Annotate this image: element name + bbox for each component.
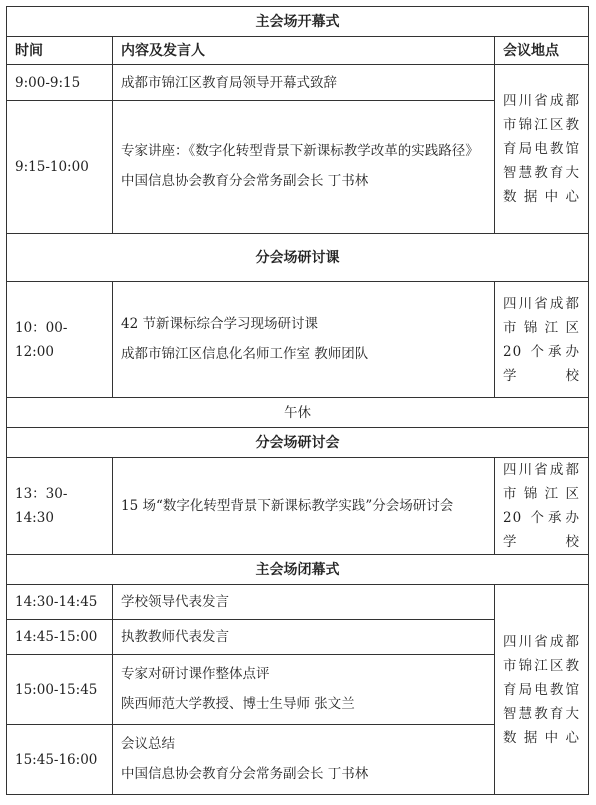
content-line: 专家对研讨课作整体点评 [121, 665, 270, 682]
content-cell [113, 101, 495, 234]
content-line: 中国信息协会教育分会常务副会长 丁书林 [121, 173, 369, 189]
time-cell: 14:45-15:00 [7, 620, 113, 655]
content-line: 会议总结 [121, 735, 175, 752]
content-cell: 学校领导代表发言 [113, 585, 495, 620]
time-cell: 9:00-9:15 [7, 65, 113, 101]
location-cell-opening: 四川省成都市锦江区教育局电教馆智慧教育大数据中心 [495, 65, 589, 234]
section-title-class: 分会场研讨课 [7, 234, 589, 282]
content-line: 陕西师范大学教授、博士生导师 张文兰 [121, 695, 355, 712]
section-title-closing: 主会场闭幕式 [7, 555, 589, 585]
header-row [7, 37, 589, 65]
content-cell [113, 655, 495, 725]
content-cell: 15 场“数字化转型背景下新课标教学实践”分会场研讨会 [113, 458, 495, 555]
location-cell-seminar: 四川省成都市锦江区 20 个承办学校 [495, 458, 589, 555]
header-location: 会议地点 [495, 37, 589, 65]
table-row [7, 65, 589, 101]
time-cell: 14:30-14:45 [7, 585, 113, 620]
header-content: 内容及发言人 [113, 37, 495, 65]
location-cell-class: 四川省成都市锦江区 20 个承办学校 [495, 282, 589, 398]
lunch-break: 午休 [7, 398, 589, 428]
section-row-class [7, 234, 589, 282]
content-line: 中国信息协会教育分会常务副会长 丁书林 [121, 765, 369, 782]
section-title-seminar: 分会场研讨会 [7, 428, 589, 458]
table-row [7, 282, 589, 398]
table-row [7, 458, 589, 555]
time-cell: 13：30-14:30 [7, 458, 113, 555]
section-title-opening: 主会场开幕式 [7, 7, 589, 37]
location-cell-closing: 四川省成都市锦江区教育局电教馆智慧教育大数据中心 [495, 585, 589, 795]
content-cell [113, 282, 495, 398]
section-row-lunch [7, 398, 589, 428]
time-cell: 9:15-10:00 [7, 101, 113, 234]
content-line: 成都市锦江区信息化名师工作室 教师团队 [121, 345, 369, 362]
section-row-closing [7, 555, 589, 585]
content-cell [113, 725, 495, 795]
header-time: 时间 [7, 37, 113, 65]
content-cell: 成都市锦江区教育局领导开幕式致辞 [113, 65, 495, 101]
section-row-opening [7, 7, 589, 37]
schedule-table [6, 6, 589, 795]
time-cell: 15:45-16:00 [7, 725, 113, 795]
table-row [7, 585, 589, 620]
time-cell: 10：00-12:00 [7, 282, 113, 398]
content-line: 42 节新课标综合学习现场研讨课 [121, 315, 318, 332]
section-row-seminar [7, 428, 589, 458]
content-line: 专家讲座：《数字化转型背景下新课标教学改革的实践路径》 [121, 143, 479, 159]
content-cell: 执教教师代表发言 [113, 620, 495, 655]
time-cell: 15:00-15:45 [7, 655, 113, 725]
